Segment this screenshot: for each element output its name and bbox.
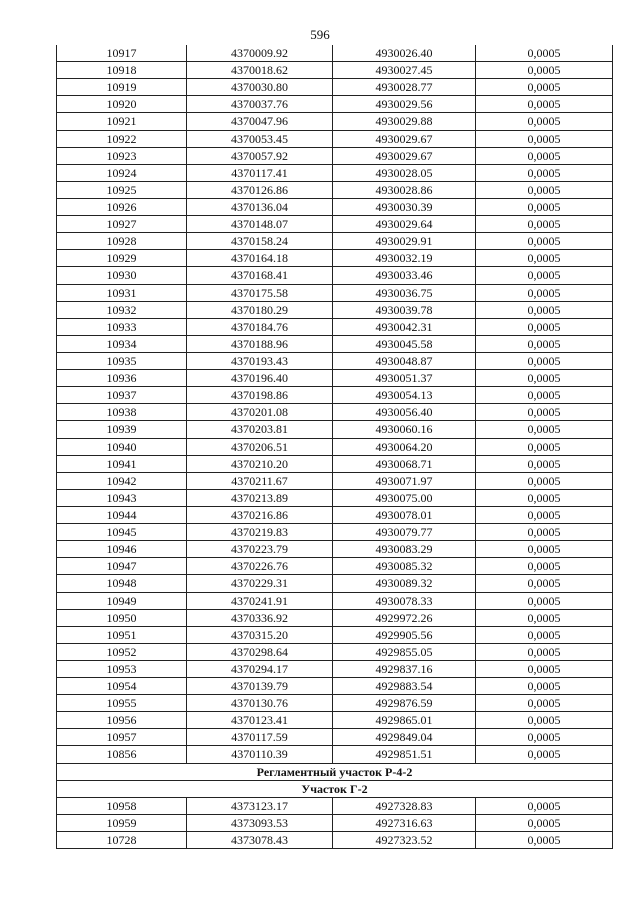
table-row xyxy=(57,593,612,610)
coord-y-cell: 4930030.39 xyxy=(333,199,476,215)
point-number-cell: 10932 xyxy=(57,302,187,318)
accuracy-cell: 0,0005 xyxy=(527,336,561,351)
table-row xyxy=(57,199,612,216)
table-row xyxy=(57,216,612,233)
point-number-cell: 10934 xyxy=(57,336,187,352)
coord-x-cell: 4370175.58 xyxy=(187,285,333,301)
coord-y-cell: 4930033.46 xyxy=(333,267,476,283)
table-body-a xyxy=(57,45,612,764)
coord-y-cell: 4930064.20 xyxy=(333,439,476,455)
coord-x-cell: 4370123.41 xyxy=(187,712,333,728)
accuracy-cell: 0,0005 xyxy=(527,610,561,625)
table-row xyxy=(57,267,612,284)
point-number-cell: 10926 xyxy=(57,199,187,215)
coord-x-cell: 4370298.64 xyxy=(187,644,333,660)
coord-y-cell: 4930029.64 xyxy=(333,216,476,232)
table-row xyxy=(57,233,612,250)
table-row xyxy=(57,113,612,130)
coord-y-cell: 4930079.77 xyxy=(333,524,476,540)
coord-x-cell: 4370229.31 xyxy=(187,575,333,591)
point-number-cell: 10959 xyxy=(57,815,187,831)
table-row xyxy=(57,439,612,456)
point-number-cell: 10927 xyxy=(57,216,187,232)
coord-x-cell: 4373123.17 xyxy=(187,798,333,814)
table-row xyxy=(57,832,612,849)
table-row xyxy=(57,62,612,79)
table-row xyxy=(57,746,612,763)
table-row xyxy=(57,524,612,541)
coord-y-cell: 4929883.54 xyxy=(333,678,476,694)
point-number-cell: 10951 xyxy=(57,627,187,643)
coord-y-cell: 4930083.29 xyxy=(333,541,476,557)
point-number-cell: 10918 xyxy=(57,62,187,78)
coord-y-cell: 4927323.52 xyxy=(333,832,476,848)
point-number-cell: 10955 xyxy=(57,695,187,711)
coord-x-cell: 4373078.43 xyxy=(187,832,333,848)
accuracy-cell: 0,0005 xyxy=(527,525,561,540)
table-row xyxy=(57,610,612,627)
coord-y-cell: 4929972.26 xyxy=(333,610,476,626)
table-row xyxy=(57,319,612,336)
table-row xyxy=(57,250,612,267)
accuracy-cell: 0,0005 xyxy=(527,353,561,368)
point-number-cell: 10953 xyxy=(57,661,187,677)
coord-x-cell: 4370203.81 xyxy=(187,421,333,437)
accuracy-cell: 0,0005 xyxy=(527,251,561,266)
coord-x-cell: 4370210.20 xyxy=(187,456,333,472)
accuracy-cell: 0,0005 xyxy=(527,46,561,60)
coord-y-cell: 4930039.78 xyxy=(333,302,476,318)
coord-y-cell: 4930045.58 xyxy=(333,336,476,352)
coord-x-cell: 4370053.45 xyxy=(187,131,333,147)
accuracy-cell: 0,0005 xyxy=(527,422,561,437)
point-number-cell: 10937 xyxy=(57,387,187,403)
accuracy-cell: 0,0005 xyxy=(527,114,561,129)
table-row xyxy=(57,798,612,815)
point-number-cell: 10957 xyxy=(57,729,187,745)
accuracy-cell: 0,0005 xyxy=(527,456,561,471)
coord-y-cell: 4930042.31 xyxy=(333,319,476,335)
coord-x-cell: 4370315.20 xyxy=(187,627,333,643)
point-number-cell: 10954 xyxy=(57,678,187,694)
table-row xyxy=(57,96,612,113)
coord-x-cell: 4370206.51 xyxy=(187,439,333,455)
accuracy-cell: 0,0005 xyxy=(527,217,561,232)
accuracy-cell: 0,0005 xyxy=(527,285,561,300)
table-row xyxy=(57,627,612,644)
coord-x-cell: 4370211.67 xyxy=(187,473,333,489)
table-row xyxy=(57,678,612,695)
table-row xyxy=(57,45,612,62)
point-number-cell: 10940 xyxy=(57,439,187,455)
point-number-cell: 10942 xyxy=(57,473,187,489)
point-number-cell: 10928 xyxy=(57,233,187,249)
point-number-cell: 10952 xyxy=(57,644,187,660)
table-row xyxy=(57,712,612,729)
coord-y-cell: 4930028.86 xyxy=(333,182,476,198)
coord-x-cell: 4370037.76 xyxy=(187,96,333,112)
coord-x-cell: 4370130.76 xyxy=(187,695,333,711)
coord-y-cell: 4930029.67 xyxy=(333,148,476,164)
coord-y-cell: 4930054.13 xyxy=(333,387,476,403)
point-number-cell: 10935 xyxy=(57,353,187,369)
point-number-cell: 10941 xyxy=(57,456,187,472)
point-number-cell: 10949 xyxy=(57,593,187,609)
coord-y-cell: 4930078.01 xyxy=(333,507,476,523)
coord-y-cell: 4930027.45 xyxy=(333,62,476,78)
point-number-cell: 10944 xyxy=(57,507,187,523)
accuracy-cell: 0,0005 xyxy=(527,559,561,574)
table-row xyxy=(57,285,612,302)
section-heading-reglament: Регламентный участок Р-4-2 xyxy=(57,764,612,781)
coord-y-cell: 4930078.33 xyxy=(333,593,476,609)
accuracy-cell: 0,0005 xyxy=(527,199,561,214)
point-number-cell: 10947 xyxy=(57,558,187,574)
point-number-cell: 10923 xyxy=(57,148,187,164)
accuracy-cell: 0,0005 xyxy=(527,182,561,197)
section-heading-plot: Участок Г-2 xyxy=(57,781,612,798)
page-number: 596 xyxy=(310,27,330,42)
accuracy-cell: 0,0005 xyxy=(527,815,561,830)
point-number-cell: 10930 xyxy=(57,267,187,283)
coord-x-cell: 4370164.18 xyxy=(187,250,333,266)
coord-x-cell: 4370057.92 xyxy=(187,148,333,164)
coord-y-cell: 4930060.16 xyxy=(333,421,476,437)
coord-x-cell: 4370136.04 xyxy=(187,199,333,215)
coord-y-cell: 4930029.88 xyxy=(333,113,476,129)
point-number-cell: 10958 xyxy=(57,798,187,814)
coord-y-cell: 4930029.56 xyxy=(333,96,476,112)
coord-x-cell: 4370336.92 xyxy=(187,610,333,626)
coord-x-cell: 4370193.43 xyxy=(187,353,333,369)
accuracy-cell: 0,0005 xyxy=(527,507,561,522)
table-row xyxy=(57,507,612,524)
table-row xyxy=(57,182,612,199)
coordinates-table xyxy=(56,45,613,849)
table-row xyxy=(57,473,612,490)
table-row xyxy=(57,302,612,319)
accuracy-cell: 0,0005 xyxy=(527,405,561,420)
point-number-cell: 10924 xyxy=(57,165,187,181)
table-row xyxy=(57,575,612,592)
table-row xyxy=(57,404,612,421)
point-number-cell: 10917 xyxy=(57,45,187,61)
coord-y-cell: 4930056.40 xyxy=(333,404,476,420)
coord-x-cell: 4370219.83 xyxy=(187,524,333,540)
coord-x-cell: 4370226.76 xyxy=(187,558,333,574)
table-row xyxy=(57,370,612,387)
coord-x-cell: 4370213.89 xyxy=(187,490,333,506)
table-row xyxy=(57,644,612,661)
accuracy-cell: 0,0005 xyxy=(527,268,561,283)
point-number-cell: 10929 xyxy=(57,250,187,266)
coord-x-cell: 4370117.41 xyxy=(187,165,333,181)
table-row xyxy=(57,336,612,353)
table-row xyxy=(57,695,612,712)
coord-x-cell: 4370110.39 xyxy=(187,746,333,762)
point-number-cell: 10945 xyxy=(57,524,187,540)
coord-x-cell: 4370158.24 xyxy=(187,233,333,249)
coord-y-cell: 4929855.05 xyxy=(333,644,476,660)
accuracy-cell: 0,0005 xyxy=(527,661,561,676)
coord-x-cell: 4370047.96 xyxy=(187,113,333,129)
point-number-cell: 10920 xyxy=(57,96,187,112)
coord-y-cell: 4927316.63 xyxy=(333,815,476,831)
accuracy-cell: 0,0005 xyxy=(527,97,561,112)
coord-y-cell: 4929905.56 xyxy=(333,627,476,643)
accuracy-cell: 0,0005 xyxy=(527,627,561,642)
accuracy-cell: 0,0005 xyxy=(527,798,561,813)
coord-x-cell: 4370201.08 xyxy=(187,404,333,420)
point-number-cell: 10939 xyxy=(57,421,187,437)
coord-x-cell: 4370223.79 xyxy=(187,541,333,557)
accuracy-cell: 0,0005 xyxy=(527,593,561,608)
coord-y-cell: 4930051.37 xyxy=(333,370,476,386)
coord-y-cell: 4927328.83 xyxy=(333,798,476,814)
coord-x-cell: 4370009.92 xyxy=(187,45,333,61)
accuracy-cell: 0,0005 xyxy=(527,679,561,694)
coord-y-cell: 4929851.51 xyxy=(333,746,476,762)
coord-y-cell: 4929876.59 xyxy=(333,695,476,711)
accuracy-cell: 0,0005 xyxy=(527,80,561,95)
accuracy-cell: 0,0005 xyxy=(527,63,561,78)
accuracy-cell: 0,0005 xyxy=(527,388,561,403)
accuracy-cell: 0,0005 xyxy=(527,696,561,711)
coord-x-cell: 4370168.41 xyxy=(187,267,333,283)
coord-y-cell: 4930048.87 xyxy=(333,353,476,369)
accuracy-cell: 0,0005 xyxy=(527,371,561,386)
table-row xyxy=(57,353,612,370)
coord-y-cell: 4930036.75 xyxy=(333,285,476,301)
point-number-cell: 10938 xyxy=(57,404,187,420)
accuracy-cell: 0,0005 xyxy=(527,747,561,762)
accuracy-cell: 0,0005 xyxy=(527,131,561,146)
table-row xyxy=(57,131,612,148)
coord-y-cell: 4930085.32 xyxy=(333,558,476,574)
coord-x-cell: 4370018.62 xyxy=(187,62,333,78)
point-number-cell: 10956 xyxy=(57,712,187,728)
point-number-cell: 10919 xyxy=(57,79,187,95)
coord-x-cell: 4370180.29 xyxy=(187,302,333,318)
table-row xyxy=(57,729,612,746)
coord-x-cell: 4370294.17 xyxy=(187,661,333,677)
table-row xyxy=(57,541,612,558)
table-row xyxy=(57,815,612,832)
accuracy-cell: 0,0005 xyxy=(527,730,561,745)
accuracy-cell: 0,0005 xyxy=(527,302,561,317)
coord-y-cell: 4930075.00 xyxy=(333,490,476,506)
coord-x-cell: 4370148.07 xyxy=(187,216,333,232)
table-body-b xyxy=(57,798,612,849)
coord-y-cell: 4930029.91 xyxy=(333,233,476,249)
coord-x-cell: 4370198.86 xyxy=(187,387,333,403)
point-number-cell: 10931 xyxy=(57,285,187,301)
coord-y-cell: 4930068.71 xyxy=(333,456,476,472)
point-number-cell: 10921 xyxy=(57,113,187,129)
accuracy-cell: 0,0005 xyxy=(527,542,561,557)
coord-y-cell: 4930026.40 xyxy=(333,45,476,61)
accuracy-cell: 0,0005 xyxy=(527,713,561,728)
coord-x-cell: 4370196.40 xyxy=(187,370,333,386)
table-row xyxy=(57,79,612,96)
table-row xyxy=(57,148,612,165)
accuracy-cell: 0,0005 xyxy=(527,490,561,505)
accuracy-cell: 0,0005 xyxy=(527,148,561,163)
coord-y-cell: 4930029.67 xyxy=(333,131,476,147)
coord-x-cell: 4370126.86 xyxy=(187,182,333,198)
accuracy-cell: 0,0005 xyxy=(527,234,561,249)
point-number-cell: 10936 xyxy=(57,370,187,386)
accuracy-cell: 0,0005 xyxy=(527,439,561,454)
table-row xyxy=(57,661,612,678)
point-number-cell: 10933 xyxy=(57,319,187,335)
coord-x-cell: 4370241.91 xyxy=(187,593,333,609)
point-number-cell: 10948 xyxy=(57,575,187,591)
table-row xyxy=(57,421,612,438)
accuracy-cell: 0,0005 xyxy=(527,319,561,334)
table-row xyxy=(57,490,612,507)
coord-x-cell: 4373093.53 xyxy=(187,815,333,831)
coord-y-cell: 4930071.97 xyxy=(333,473,476,489)
accuracy-cell: 0,0005 xyxy=(527,644,561,659)
accuracy-cell: 0,0005 xyxy=(527,165,561,180)
coord-y-cell: 4930028.05 xyxy=(333,165,476,181)
point-number-cell: 10728 xyxy=(57,832,187,848)
coord-y-cell: 4930028.77 xyxy=(333,79,476,95)
table-row xyxy=(57,165,612,182)
coord-x-cell: 4370139.79 xyxy=(187,678,333,694)
point-number-cell: 10922 xyxy=(57,131,187,147)
table-row xyxy=(57,387,612,404)
coord-x-cell: 4370184.76 xyxy=(187,319,333,335)
accuracy-cell: 0,0005 xyxy=(527,576,561,591)
accuracy-cell: 0,0005 xyxy=(527,833,561,848)
point-number-cell: 10943 xyxy=(57,490,187,506)
coord-x-cell: 4370117.59 xyxy=(187,729,333,745)
table-row xyxy=(57,456,612,473)
point-number-cell: 10856 xyxy=(57,746,187,762)
coord-y-cell: 4929865.01 xyxy=(333,712,476,728)
coord-x-cell: 4370216.86 xyxy=(187,507,333,523)
table-row xyxy=(57,558,612,575)
accuracy-cell: 0,0005 xyxy=(527,473,561,488)
coord-y-cell: 4929849.04 xyxy=(333,729,476,745)
coord-x-cell: 4370030.80 xyxy=(187,79,333,95)
point-number-cell: 10925 xyxy=(57,182,187,198)
coord-y-cell: 4930089.32 xyxy=(333,575,476,591)
point-number-cell: 10946 xyxy=(57,541,187,557)
coord-y-cell: 4929837.16 xyxy=(333,661,476,677)
coord-y-cell: 4930032.19 xyxy=(333,250,476,266)
point-number-cell: 10950 xyxy=(57,610,187,626)
coord-x-cell: 4370188.96 xyxy=(187,336,333,352)
